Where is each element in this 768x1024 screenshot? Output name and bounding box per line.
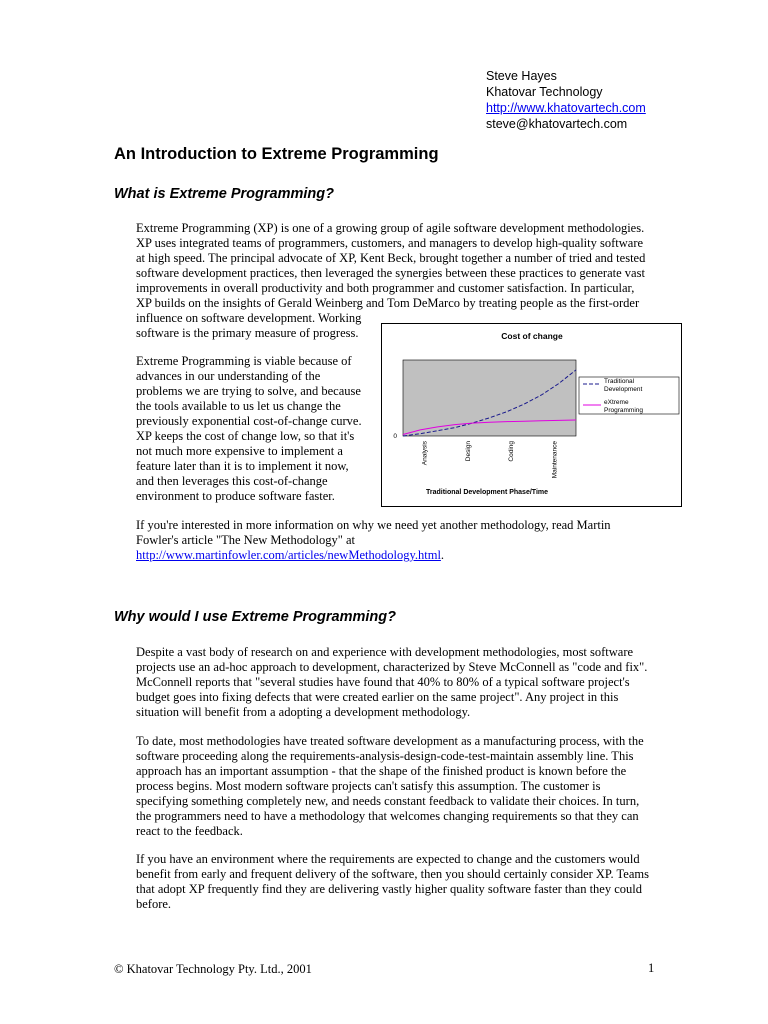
footer-copyright: © Khatovar Technology Pty. Ltd., 2001 xyxy=(114,962,312,976)
paragraph-line: before. xyxy=(136,897,172,911)
author-name: Steve Hayes xyxy=(486,69,557,83)
chart-legend-label-0: Traditional xyxy=(604,378,635,385)
paragraph-line: Fowler's article "The New Methodology" at xyxy=(136,533,356,547)
paragraph-line: software is the primary measure of progress. xyxy=(136,326,359,340)
chart-x-tick-label: Coding xyxy=(508,441,516,462)
chart-x-axis-label: Traditional Development Phase/Time xyxy=(425,489,549,496)
cost-of-change-chart xyxy=(381,323,682,507)
footer-page-number: 1 xyxy=(648,961,655,975)
author-email: steve@khatovartech.com xyxy=(486,117,628,131)
paragraph-line: McConnell reports that "several studies have found that 40% to 80% of a typical software project's xyxy=(136,675,630,689)
paragraph-line: that adopt XP frequently find they are delivering vastly higher quality software faster than they could xyxy=(136,882,642,896)
chart-y-tick-label: 0 xyxy=(393,433,397,440)
paragraph-line: software proceeding along the requirements-analysis-design-code-test-maintain assembly line. This xyxy=(136,749,634,763)
paragraph-line: approach has an important assumption - that the shape of the finished product is known before the xyxy=(136,764,627,778)
document-title: An Introduction to Extreme Programming xyxy=(114,145,439,163)
paragraph-line: projects use an ad-hoc approach to development, characterized by Steve McConnell as "code and fix". xyxy=(136,660,648,674)
paragraph-line: and then leverages this cost-of-change xyxy=(136,474,328,488)
paragraph-line: problems we are trying to solve, and because xyxy=(136,384,361,398)
paragraph-xp-viable xyxy=(136,354,362,504)
paragraph-line: not much more expensive to implement a xyxy=(136,444,343,458)
paragraph-line: If you have an environment where the requirements are expected to change and the customers would xyxy=(136,852,640,866)
paragraph-line: situation will benefit from a adopting a development methodology. xyxy=(136,705,471,719)
chart-x-tick-label: Design xyxy=(464,441,472,462)
paragraph-line: at high speed. The principal advocate of XP, Kent Beck, brought together a number of tried and tested xyxy=(136,251,646,265)
paragraph-line: previously exponential cost-of-change curve. xyxy=(136,414,362,428)
chart-title: Cost of change xyxy=(501,331,563,341)
paragraph-line: the programmers need to have a methodology that welcomes changing requirements so that they can xyxy=(136,809,639,823)
author-company: Khatovar Technology xyxy=(486,85,603,99)
paragraph-line: specifying something completely new, and needs constant feedback to validate their choices. In turn, xyxy=(136,794,640,808)
paragraph-more-info xyxy=(136,518,611,563)
martin-fowler-article-link[interactable]: http://www.martinfowler.com/articles/newMethodology.html xyxy=(136,548,441,562)
sentence-end: . xyxy=(440,548,445,562)
paragraph-line: react to the feedback. xyxy=(136,824,243,838)
paragraph-line: To date, most methodologies have treated software development as a manufacturing process, with the xyxy=(136,734,644,748)
paragraph-line: budget goes into fixing defects that were created earlier on the same project". Any project in this xyxy=(136,690,619,704)
chart-x-tick-label: Analysis xyxy=(421,441,429,466)
paragraph-line: improvements in overall productivity and both programmer and customer satisfaction. In particular, xyxy=(136,281,635,295)
paragraph-line: Extreme Programming is viable because of xyxy=(136,354,352,368)
paragraph-line: XP builds on the insights of Gerald Weinberg and Tom DeMarco by treating people as the first-order xyxy=(136,296,640,310)
paragraph-line: process begins. Most modern software projects can't satisfy this assumption. The customer is xyxy=(136,779,601,793)
paragraph-line-with-link xyxy=(136,548,611,563)
cost-of-change-chart-svg xyxy=(382,324,681,506)
paragraph-line: advances in our understanding of the xyxy=(136,369,321,383)
paragraph-line: XP uses integrated teams of programmers, customers, and managers to develop high-quality software xyxy=(136,236,644,250)
paragraph-manufacturing xyxy=(136,734,644,839)
section-heading-why-use-xp: Why would I use Extreme Programming? xyxy=(114,609,396,625)
paragraph-line: software development practices, then leveraged the synergies between these practices to generate vast xyxy=(136,266,645,280)
paragraph-line: Despite a vast body of research on and experience with development methodologies, most software xyxy=(136,645,634,659)
chart-x-tick-layer xyxy=(422,440,559,478)
paragraph-line: If you're interested in more information on why we need yet another methodology, read Martin xyxy=(136,518,611,532)
paragraph-line: Extreme Programming (XP) is one of a growing group of agile software development methodologies. xyxy=(136,221,645,235)
author-website-link[interactable]: http://www.khatovartech.com xyxy=(486,101,646,115)
paragraph-line: environment to produce software faster. xyxy=(136,489,335,503)
paragraph-research xyxy=(136,645,647,720)
author-block xyxy=(486,68,646,132)
paragraph-line: feature later than it is to implement it now, xyxy=(136,459,349,473)
chart-x-tick-label: Maintenance xyxy=(551,441,559,479)
paragraph-environment xyxy=(136,852,649,912)
chart-legend-label-1: eXtreme xyxy=(604,399,629,406)
paragraph-line: influence on software development. Working xyxy=(136,311,362,325)
chart-legend-label-1: Programming xyxy=(604,407,644,414)
chart-plot-area xyxy=(403,360,576,436)
paragraph-line: XP keeps the cost of change low, so that it's xyxy=(136,429,355,443)
paragraph-line: benefit from early and frequent delivery of the software, then you should certainly consider XP. Teams xyxy=(136,867,649,881)
paragraph-line: the tools available to us let us change the xyxy=(136,399,341,413)
chart-legend-label-0: Development xyxy=(604,386,643,393)
section-heading-what-is-xp: What is Extreme Programming? xyxy=(114,186,334,202)
